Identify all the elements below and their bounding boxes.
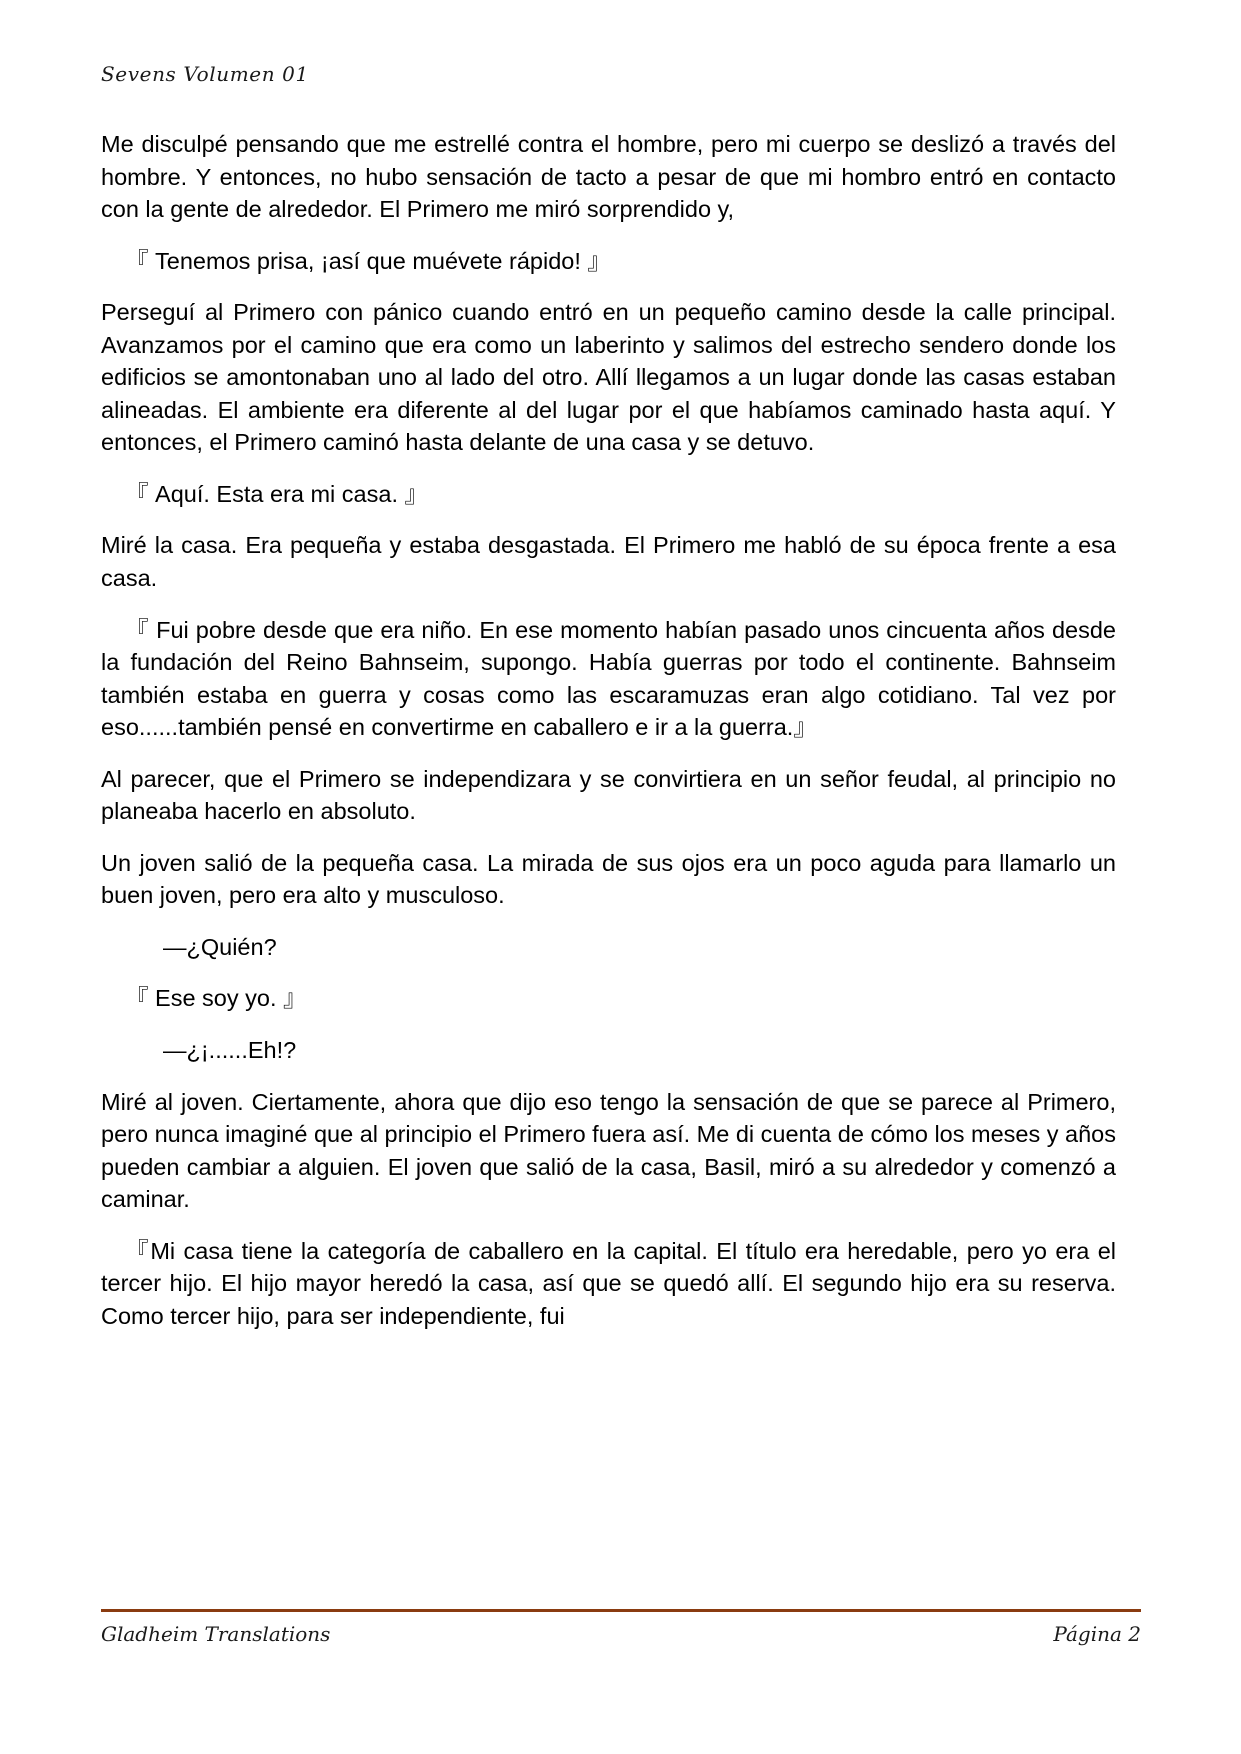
page-number: Página 2 — [1053, 1622, 1141, 1646]
page-header: Sevens Volumen 01 — [101, 62, 309, 86]
paragraph: Perseguí al Primero con pánico cuando entró en un pequeño camino desde la calle principal. Avanzamos por el camino que era como un laberinto y salimos del estrecho sendero donde los edificios se amontonaban uno al lado del otro. Allí llegamos a un lugar donde las casas estaban alineadas. El ambiente era diferente al del lugar por el que habíamos caminado hasta aquí. Y entonces, el Primero caminó hasta delante de una casa y se detuvo. — [101, 299, 1116, 456]
paragraph: 『 Ese soy yo. 』 — [125, 985, 307, 1012]
footer-divider — [101, 1609, 1141, 1612]
paragraph: 『Mi casa tiene la categoría de caballero en la capital. El título era heredable, pero yo era el tercer hijo. El hijo mayor heredó la casa, así que se quedó allí. El segundo hijo era su reserva. Como tercer hijo, para ser independiente, fui — [101, 1237, 1116, 1329]
paragraph: —¿¡......Eh!? — [163, 1037, 297, 1064]
paragraph: 『 Fui pobre desde que era niño. En ese momento habían pasado unos cincuenta años desde la fundación del Reino Bahnseim, supongo. Había guerras por todo el continente. Bahnseim también estaba en guerra y cosas como las escaramuzas eran algo cotidiano. Tal vez por eso......también pensé en convertirme en caballero e ir a la guerra.』 — [101, 616, 1116, 741]
footer-left-text: Gladheim Translations — [101, 1622, 331, 1646]
paragraph: Miré al joven. Ciertamente, ahora que dijo eso tengo la sensación de que se parece al Primero, pero nunca imaginé que al principio el Primero fuera así. Me di cuenta de cómo los meses y años pueden cambiar a alguien. El joven que salió de la casa, Basil, miró a su alrededor y comenzó a caminar. — [101, 1088, 1116, 1213]
paragraph: Un joven salió de la pequeña casa. La mirada de sus ojos era un poco aguda para llamarlo un buen joven, pero era alto y musculoso. — [101, 849, 1116, 909]
paragraph: Al parecer, que el Primero se independizara y se convirtiera en un señor feudal, al principio no planeaba hacerlo en absoluto. — [101, 765, 1116, 825]
page-body — [101, 128, 1116, 1332]
paragraph: —¿Quién? — [163, 933, 277, 960]
paragraph: 『 Aquí. Esta era mi casa. 』 — [125, 480, 428, 507]
paragraph: Miré la casa. Era pequeña y estaba desgastada. El Primero me habló de su época frente a esa casa. — [101, 532, 1116, 592]
paragraph: 『 Tenemos prisa, ¡así que muévete rápido! 』 — [125, 247, 611, 274]
paragraph: Me disculpé pensando que me estrellé contra el hombre, pero mi cuerpo se deslizó a través del hombre. Y entonces, no hubo sensación de tacto a pesar de que mi hombro entró en contacto con la gente de alrededor. El Primero me miró sorprendido y, — [101, 131, 1116, 223]
page-footer — [101, 1622, 1141, 1646]
